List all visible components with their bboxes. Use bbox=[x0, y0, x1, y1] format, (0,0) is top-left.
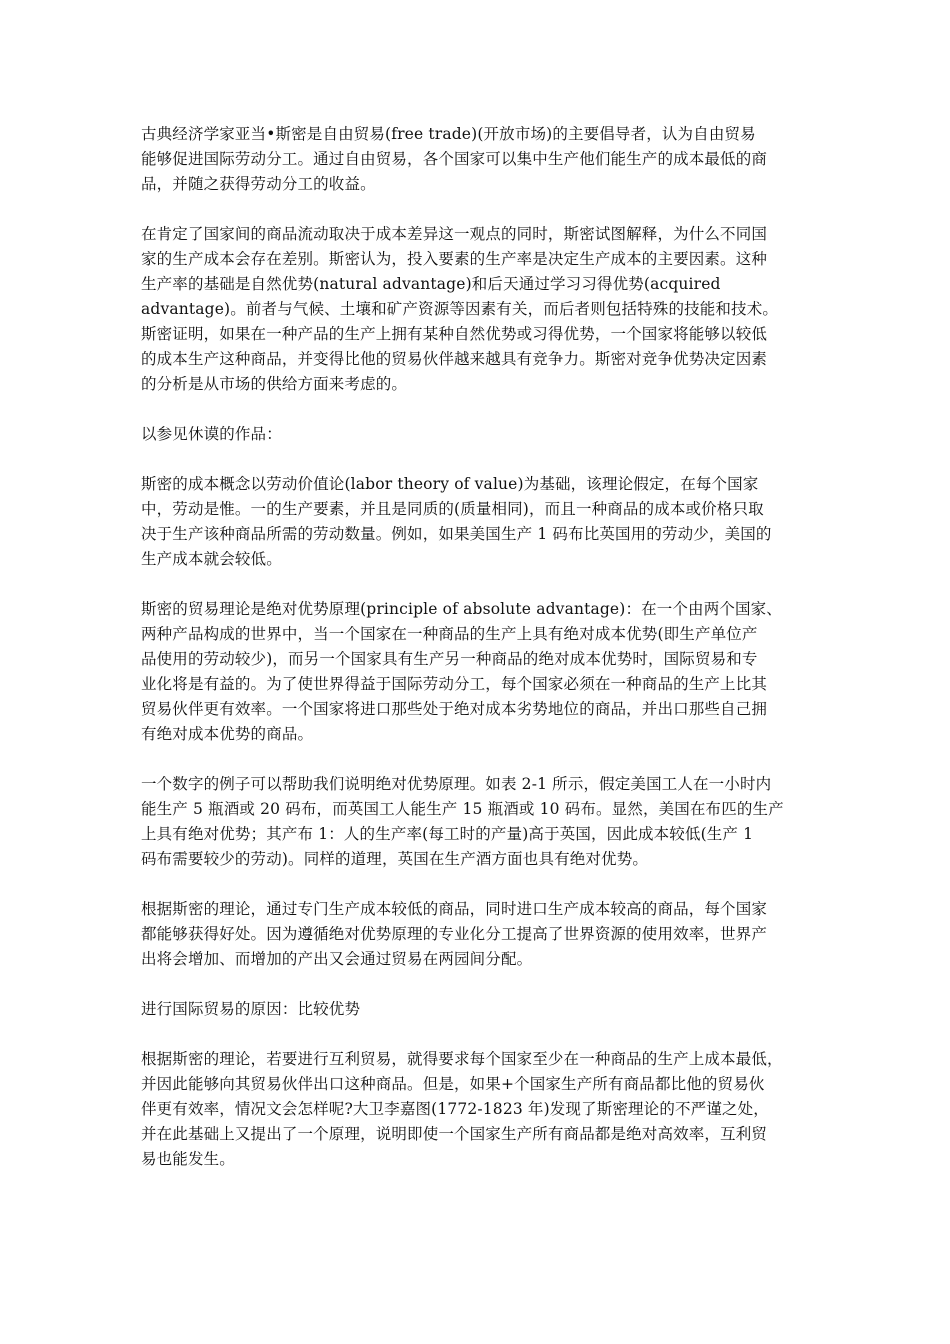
text-line: 一个数字的例子可以帮助我们说明绝对优势原理。如表 2-1 所示，假定美国工人在一小时内 bbox=[141, 775, 772, 793]
paragraph-numerical-example bbox=[141, 772, 821, 872]
text-line: 在肯定了国家间的商品流动取决于成本差异这一观点的同时，斯密试图解释，为什么不同国 bbox=[141, 225, 768, 243]
text-line: advantage)。前者与气候、土壤和矿产资源等因素有关，而后者则包括特殊的技能和技术。 bbox=[141, 300, 779, 318]
text-line: 并因此能够向其贸易伙伴出口这种商品。但是，如果+个国家生产所有商品都比他的贸易伙 bbox=[141, 1075, 765, 1093]
text-line: 生产成本就会较低。 bbox=[141, 550, 282, 568]
text-line: 出将会增加、而增加的产出又会通过贸易在两园间分配。 bbox=[141, 950, 533, 968]
text-line: 的分析是从市场的供给方面来考虑的。 bbox=[141, 375, 408, 393]
text-line: 的成本生产这种商品，并变得比他的贸易伙伴越来越具有竞争力。斯密对竞争优势决定因素 bbox=[141, 350, 768, 368]
text-line: 上具有绝对优势；其产布 1：人的生产率(每工时的产量)高于英国，因此成本较低(生产 1 bbox=[141, 825, 754, 843]
text-line: 根据斯密的理论，通过专门生产成本较低的商品，同时进口生产成本较高的商品，每个国家 bbox=[141, 900, 768, 918]
text-line: 品使用的劳动较少)，而另一个国家具有生产另一种商品的绝对成本优势时，国际贸易和专 bbox=[141, 650, 758, 668]
section-heading-comparative-advantage bbox=[141, 997, 821, 1022]
paragraph-hume-reference bbox=[141, 422, 821, 447]
paragraph-ricardo bbox=[141, 1047, 821, 1172]
text-line: 贸易伙伴更有效率。一个国家将进口那些处于绝对成本劣势地位的商品，并出口那些自己拥 bbox=[141, 700, 768, 718]
text-line: 能够促进国际劳动分工。通过自由贸易，各个国家可以集中生产他们能生产的成本最低的商 bbox=[141, 150, 768, 168]
text-line: 两种产品构成的世界中，当一个国家在一种商品的生产上具有绝对成本优势(即生产单位产 bbox=[141, 625, 758, 643]
paragraph-cost-differences bbox=[141, 222, 821, 397]
paragraph-labor-theory bbox=[141, 472, 821, 572]
text-line: 业化将是有益的。为了使世界得益于国际劳动分工，每个国家必须在一种商品的生产上比其 bbox=[141, 675, 768, 693]
text-line: 易也能发生。 bbox=[141, 1150, 235, 1168]
text-line: 以参见休谟的作品： bbox=[141, 425, 282, 443]
text-line: 根据斯密的理论，若要进行互利贸易，就得要求每个国家至少在一种商品的生产上成本最低， bbox=[141, 1050, 783, 1068]
text-line: 并在此基础上又提出了一个原理，说明即使一个国家生产所有商品都是绝对高效率，互利贸 bbox=[141, 1125, 768, 1143]
paragraph-absolute-advantage bbox=[141, 597, 821, 747]
text-line: 都能够获得好处。因为遵循绝对优势原理的专业化分工提高了世界资源的使用效率，世界产 bbox=[141, 925, 768, 943]
text-line: 斯密的贸易理论是绝对优势原理(principle of absolute advantage)：在一个由两个国家、 bbox=[141, 600, 782, 618]
text-line: 斯密证明，如果在一种产品的生产上拥有某种自然优势或习得优势，一个国家将能够以较低 bbox=[141, 325, 768, 343]
text-line: 中，劳动是惟。一的生产要素，并且是同质的(质量相同)，而且一种商品的成本或价格只取 bbox=[141, 500, 764, 518]
text-line: 能生产 5 瓶酒或 20 码布，而英国工人能生产 15 瓶酒或 10 码布。显然，美国在布匹的生产 bbox=[141, 800, 784, 818]
text-line: 伴更有效率，情况文会怎样呢?大卫李嘉图(1772-1823 年)发现了斯密理论的不严谨之处， bbox=[141, 1100, 769, 1118]
paragraph-smith-free-trade bbox=[141, 122, 821, 197]
text-line: 码布需要较少的劳动)。同样的道理，英国在生产酒方面也具有绝对优势。 bbox=[141, 850, 648, 868]
text-line: 品，并随之获得劳动分工的收益。 bbox=[141, 175, 376, 193]
text-line: 决于生产该种商品所需的劳动数量。例如，如果美国生产 1 码布比英国用的劳动少，美国的 bbox=[141, 525, 772, 543]
text-line: 斯密的成本概念以劳动价值论(labor theory of value)为基础，该理论假定，在每个国家 bbox=[141, 475, 759, 493]
paragraph-specialization-benefits bbox=[141, 897, 821, 972]
document-body bbox=[141, 122, 821, 1197]
text-line: 有绝对成本优势的商品。 bbox=[141, 725, 314, 743]
text-line: 家的生产成本会存在差别。斯密认为，投入要素的生产率是决定生产成本的主要因素。这种 bbox=[141, 250, 768, 268]
text-line: 古典经济学家亚当•斯密是自由贸易(free trade)(开放市场)的主要倡导者，认为自由贸易 bbox=[141, 125, 756, 143]
text-line: 进行国际贸易的原因：比较优势 bbox=[141, 1000, 361, 1018]
text-line: 生产率的基础是自然优势(natural advantage)和后天通过学习习得优势(acquired bbox=[141, 275, 721, 293]
